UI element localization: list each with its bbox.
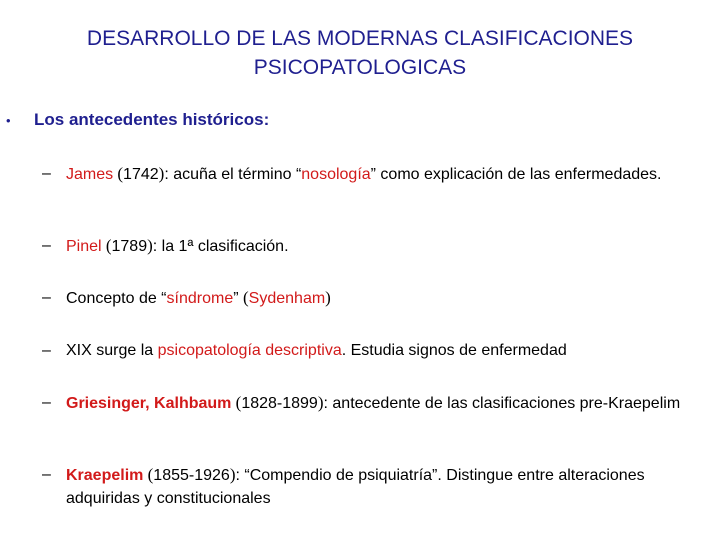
title-line-2: PSICOPATOLOGICAS <box>253 56 467 79</box>
paren-open: ( <box>231 393 242 412</box>
paren-close: ) <box>229 465 236 484</box>
highlight-term: nosología <box>301 166 371 183</box>
item-text <box>66 463 692 510</box>
highlight-term: psicopatología descriptiva <box>157 342 342 359</box>
dash-marker: – <box>42 342 51 359</box>
dash-marker: – <box>42 289 51 306</box>
list-item-pinel <box>42 234 692 258</box>
item-description-end: ” como explicación de las enfermedades. <box>370 166 662 183</box>
paren-close: ) <box>147 236 153 255</box>
item-description: : la 1ª clasificación. <box>152 238 289 255</box>
item-text <box>66 391 692 415</box>
list-item-kraepelim <box>42 463 692 510</box>
year: 1742 <box>123 166 159 183</box>
paren-close: ) <box>325 288 331 307</box>
author-name: Sydenham <box>248 290 326 307</box>
paren-open: ( <box>101 236 112 255</box>
dash-marker: – <box>42 394 51 411</box>
title-line-1: DESARROLLO DE LAS MODERNAS CLASIFICACIONES <box>86 27 634 50</box>
bullet-icon: • <box>6 113 11 128</box>
list-item-xix <box>42 339 692 362</box>
paren-open: ( <box>113 164 124 183</box>
item-description: XIX surge la <box>66 342 158 359</box>
item-text <box>66 162 692 186</box>
item-text <box>66 286 692 310</box>
list-item-sindrome <box>42 286 692 310</box>
item-text <box>66 339 692 362</box>
paren-open: ( <box>143 465 154 484</box>
paren-close: ) <box>158 164 165 183</box>
paren-close: ) <box>317 393 324 412</box>
item-description: : acuña el término “ <box>164 166 302 183</box>
year: 1855-1926 <box>153 467 230 484</box>
author-name: Pinel <box>66 238 102 255</box>
author-name: James <box>66 166 114 183</box>
item-description-mid: ” <box>233 290 243 307</box>
highlight-term: síndrome <box>166 290 234 307</box>
dash-marker: – <box>42 237 51 254</box>
item-text <box>66 234 692 258</box>
list-item-griesinger <box>42 391 692 415</box>
year: 1828-1899 <box>241 395 318 412</box>
paren-open: ( <box>243 288 249 307</box>
section-heading: Los antecedentes históricos: <box>34 110 270 129</box>
year: 1789 <box>111 238 148 255</box>
slide-title <box>20 24 700 82</box>
item-description: : antecedente de las clasificaciones pre-Kraepelim <box>323 395 681 412</box>
list-item-james <box>42 162 692 186</box>
item-description-end: . Estudia signos de enfermedad <box>341 342 567 359</box>
author-name: Kraepelim <box>66 467 144 484</box>
dash-marker: – <box>42 466 51 483</box>
author-name: Griesinger, Kalhbaum <box>66 395 232 412</box>
item-description: Concepto de “ <box>66 290 167 307</box>
dash-marker: – <box>42 165 51 182</box>
item-description: : “Compendio de psiquiatría”. Distingue entre alteraciones adquiridas y constitucionales <box>66 467 645 507</box>
